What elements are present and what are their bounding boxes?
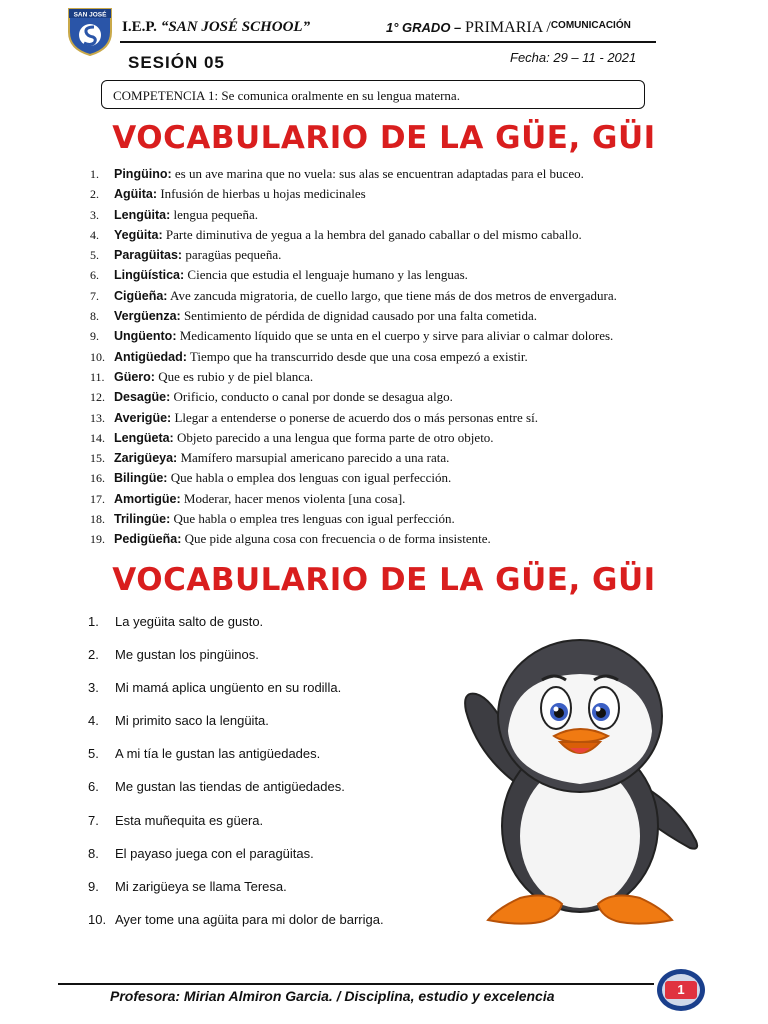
item-number: 18. (90, 512, 105, 527)
item-number: 5. (88, 746, 99, 762)
vocabulary-term: Desagüe: (114, 390, 171, 405)
vocabulary-definition: Que es rubio y de piel blanca. (154, 368, 314, 384)
vocabulary-term: Pedigüeña: (114, 532, 182, 547)
item-number: 7. (90, 288, 99, 303)
item-number: 9. (90, 329, 99, 344)
vocabulary-definition: Infusión de hierbas u hojas medicinales (157, 186, 366, 202)
item-number: 1. (88, 614, 99, 629)
sentence-item (88, 612, 384, 645)
vocabulary-title: VOCABULARIO DE LA GÜE, GÜI (112, 120, 656, 156)
vocabulary-definition: Que habla o emplea dos lenguas con igual perfección. (167, 470, 452, 486)
vocabulary-term: Zarigüeya: (114, 451, 178, 466)
item-number: 10. (88, 911, 107, 927)
sentence-item (88, 744, 384, 777)
item-number: 4. (90, 227, 99, 242)
vocabulary-definition: Ciencia que estudia el lenguaje humano y las lenguas. (184, 267, 468, 283)
vocabulary-term: Lingüística: (114, 268, 185, 283)
vocabulary-item (90, 448, 730, 468)
sentence-text: Ayer tome una agüita para mi dolor de barriga. (115, 911, 384, 927)
grade-line (386, 19, 631, 37)
item-number: 1. (90, 167, 99, 181)
item-number: 17. (90, 491, 105, 506)
sentence-item (88, 777, 384, 810)
item-number: 8. (90, 309, 99, 324)
level-label: PRIMARIA / (465, 19, 551, 36)
sentence-text: Esta muñequita es güera. (115, 812, 264, 828)
vocabulary-term: Averigüe: (114, 410, 172, 425)
vocabulary-item (90, 509, 730, 529)
school-name (122, 19, 310, 36)
school-prefix: I.E.P. (122, 19, 157, 35)
item-number: 2. (90, 187, 99, 202)
item-number: 11. (90, 369, 105, 384)
vocabulary-item (90, 529, 730, 549)
penguin-illustration-icon (458, 636, 706, 926)
session-title: SESIÓN 05 (128, 53, 225, 72)
sentence-item (88, 811, 384, 844)
vocabulary-term: Lengüeta: (114, 430, 174, 445)
item-number: 8. (88, 845, 99, 861)
vocabulary-item (90, 428, 730, 448)
vocabulary-item (90, 489, 730, 509)
item-number: 16. (90, 471, 105, 486)
grade-label: 1° GRADO – (386, 20, 462, 35)
vocabulary-term: Bilingüe: (114, 471, 168, 486)
vocabulary-item (90, 408, 730, 428)
vocabulary-item (90, 205, 730, 225)
sentence-text: El payaso juega con el paragüitas. (115, 845, 314, 861)
competence-text: COMPETENCIA 1: Se comunica oralmente en su lengua materna. (113, 88, 460, 103)
vocabulary-term: Pingüino: (114, 167, 172, 181)
footer-divider (58, 983, 654, 985)
item-number: 19. (90, 532, 105, 547)
vocabulary-item (90, 367, 730, 387)
vocabulary-item (90, 245, 730, 265)
vocabulary-item (90, 184, 730, 204)
vocabulary-term: Agüita: (114, 187, 158, 202)
sentence-item (88, 910, 384, 943)
vocabulary-item (90, 225, 730, 245)
item-number: 4. (88, 713, 99, 729)
vocabulary-item (90, 265, 730, 285)
vocabulary-term: Yegüita: (114, 227, 163, 242)
logo-text: SAN JOSÉ (73, 11, 107, 19)
item-number: 15. (90, 451, 105, 466)
sentence-item (88, 877, 384, 910)
vocabulary-definition: Que habla o emplea tres lenguas con igual perfección. (170, 511, 455, 527)
vocabulary-definition: Llegar a entenderse o ponerse de acuerdo dos o más personas entre sí. (171, 409, 538, 425)
item-number: 10. (90, 349, 105, 364)
page-number: 1 (677, 982, 685, 997)
sentence-item (88, 844, 384, 877)
vocabulary-definition: Sentimiento de pérdida de dignidad causado por una falta cometida. (180, 308, 537, 324)
header-divider (120, 41, 656, 43)
vocabulary-item (90, 326, 730, 346)
vocabulary-definition: Mamífero marsupial americano parecido a una rata. (177, 450, 450, 466)
vocabulary-definition: Tiempo que ha transcurrido desde que una cosa empezó a existir. (186, 348, 528, 364)
vocabulary-definition: Que pide alguna cosa con frecuencia o de forma insistente. (181, 531, 491, 547)
vocabulary-item (90, 286, 730, 306)
vocabulary-item (90, 306, 730, 326)
item-number: 2. (88, 647, 99, 663)
vocabulary-term: Trilingüe: (114, 512, 171, 527)
vocabulary-term: Antigüedad: (114, 349, 187, 364)
vocabulary-term: Güero: (114, 369, 155, 384)
sentence-text: La yegüita salto de gusto. (115, 614, 264, 629)
vocabulary-definition: Objeto parecido a una lengua que forma parte de otro objeto. (173, 429, 494, 445)
vocabulary-definition: lengua pequeña. (170, 206, 258, 222)
vocabulary-item (90, 387, 730, 407)
item-number: 12. (90, 390, 105, 405)
item-number: 9. (88, 878, 99, 894)
vocabulary-definition: Moderar, hacer menos violenta [una cosa]. (180, 490, 406, 506)
sentence-item (88, 678, 384, 711)
vocabulary-definition: Ave zancuda migratoria, de cuello largo, que tiene más de dos metros de envergadura. (167, 287, 617, 303)
date-label: Fecha: 29 – 11 - 2021 (510, 50, 637, 65)
item-number: 6. (88, 779, 99, 795)
vocabulary-definition: Parte diminutiva de yegua a la hembra del ganado caballar o del mismo caballo. (162, 226, 582, 242)
sentence-text: A mi tía le gustan las antigüedades. (115, 746, 321, 762)
sentence-text: Mi mamá aplica ungüento en su rodilla. (115, 680, 342, 696)
vocabulary-item (90, 347, 730, 367)
item-number: 7. (88, 812, 99, 828)
sentence-text: Mi primito saco la lengüita. (115, 713, 269, 729)
subject-label: COMUNICACIÓN (550, 20, 631, 31)
vocabulary-definition: es un ave marina que no vuela: sus alas se encuentran adaptadas para el buceo. (171, 166, 584, 181)
item-number: 5. (90, 248, 99, 263)
item-number: 13. (90, 410, 105, 425)
vocabulary-item (90, 164, 730, 184)
sentence-item (88, 711, 384, 744)
vocabulary-definition: paragüas pequeña. (182, 247, 282, 263)
item-number: 6. (90, 268, 99, 283)
sentence-text: Mi zarigüeya se llama Teresa. (115, 878, 287, 894)
sentence-text: Me gustan las tiendas de antigüedades. (115, 779, 345, 795)
item-number: 3. (90, 207, 99, 222)
vocabulary-definition: Medicamento líquido que se unta en el cuerpo y sirve para aliviar o calmar dolores. (176, 328, 614, 344)
sentence-list (88, 612, 384, 943)
school-title: “SAN JOSÉ SCHOOL” (160, 19, 311, 35)
vocabulary-list (90, 164, 730, 550)
sentences-title: VOCABULARIO DE LA GÜE, GÜI (112, 562, 656, 598)
sentence-item (88, 645, 384, 678)
vocabulary-term: Lengüita: (114, 207, 171, 222)
school-logo-icon (66, 6, 114, 56)
vocabulary-item (90, 468, 730, 488)
vocabulary-term: Paragüitas: (114, 248, 183, 263)
item-number: 14. (90, 430, 105, 445)
vocabulary-definition: Orificio, conducto o canal por donde se desagua algo. (170, 389, 453, 405)
vocabulary-term: Ungüento: (114, 329, 177, 344)
item-number: 3. (88, 680, 99, 696)
vocabulary-term: Vergüenza: (114, 309, 181, 324)
footer-text: Profesora: Mirian Almiron Garcia. / Disciplina, estudio y excelencia (110, 988, 555, 1004)
sentence-text: Me gustan los pingüinos. (115, 647, 259, 663)
vocabulary-term: Cigüeña: (114, 288, 168, 303)
vocabulary-term: Amortigüe: (114, 491, 181, 506)
